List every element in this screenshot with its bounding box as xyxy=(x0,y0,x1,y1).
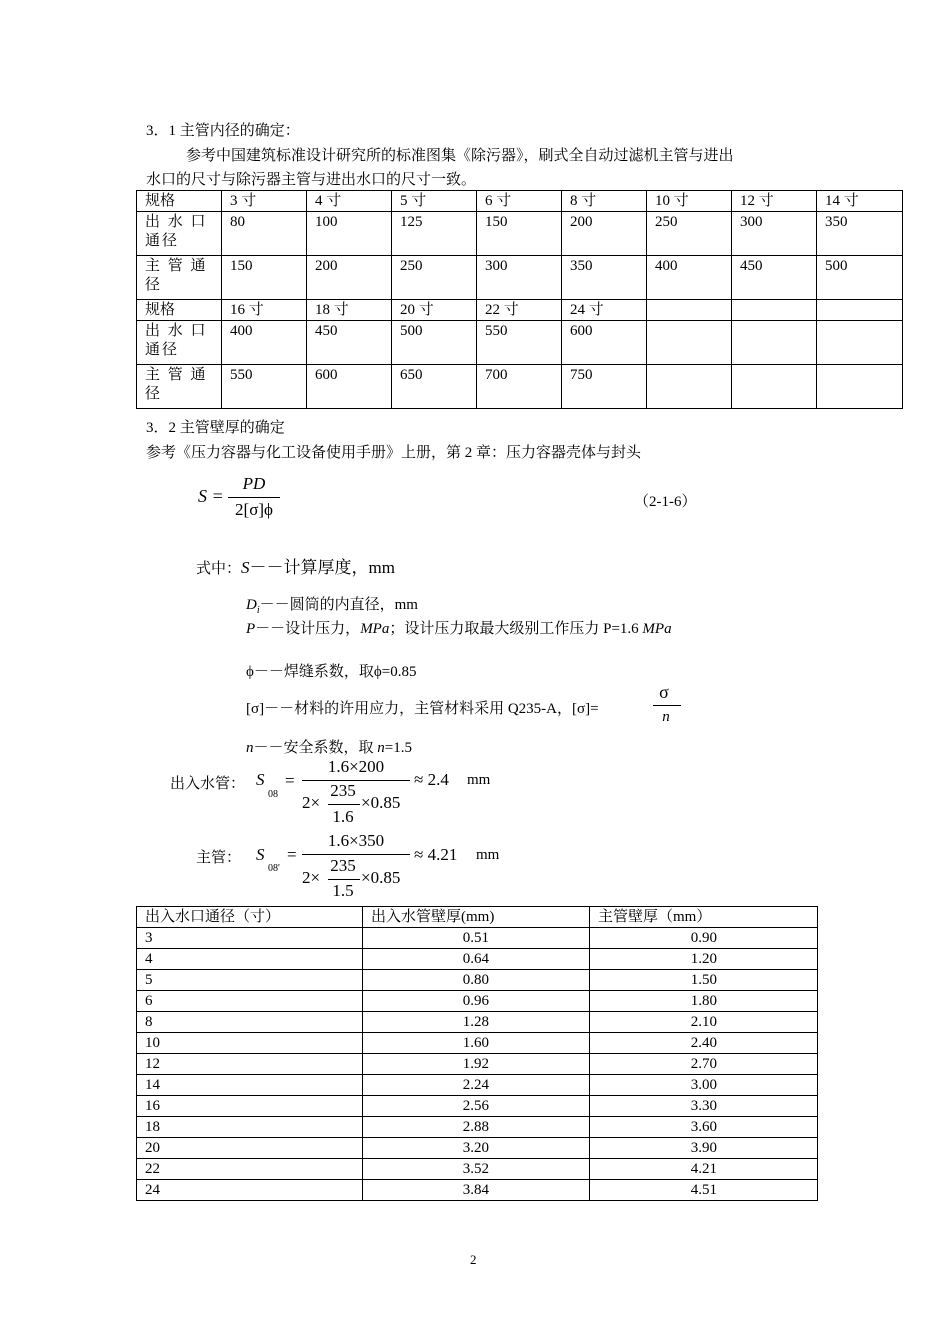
calc-inout-symbol: S xyxy=(256,770,265,789)
page-number: 2 xyxy=(470,1252,477,1267)
calc-main-unit: mm xyxy=(476,847,500,863)
table-cell: 22 xyxy=(137,1159,363,1180)
calc-inout-numerator: 1.6×200 xyxy=(327,757,385,776)
table-row xyxy=(137,1180,818,1201)
table-cell: 18 xyxy=(137,1117,363,1138)
sigma-numerator: σ xyxy=(659,682,669,702)
table-cell: 1.20 xyxy=(590,949,818,970)
table-cell: 500 xyxy=(392,321,477,365)
table-cell: 3.00 xyxy=(590,1075,818,1096)
calc-inout-label: 出入水管： xyxy=(170,776,246,792)
calc-main-numerator: 1.6×350 xyxy=(327,831,385,850)
table-cell: 0.80 xyxy=(363,970,590,991)
table-row xyxy=(137,991,818,1012)
table-cell: 550 xyxy=(222,365,307,409)
table-cell: 450 xyxy=(307,321,392,365)
table-cell: 200 xyxy=(562,212,647,256)
table-cell: 350 xyxy=(817,212,903,256)
table-cell xyxy=(817,365,903,409)
row-label-cell: 规格 xyxy=(137,300,222,321)
table-row xyxy=(137,1096,818,1117)
table-cell xyxy=(647,321,732,365)
def-design-pressure: P－－设计压力，MPa；设计压力取最大级别工作压力 P=1.6 MPa xyxy=(246,621,672,637)
table-cell xyxy=(817,321,903,365)
table-cell xyxy=(732,365,817,409)
table-cell: 1.28 xyxy=(363,1012,590,1033)
table-cell: 650 xyxy=(392,365,477,409)
table-cell: 3.84 xyxy=(363,1180,590,1201)
table-cell: 24 寸 xyxy=(562,300,647,321)
table-cell: 5 xyxy=(137,970,363,991)
table-row xyxy=(137,949,818,970)
section-heading-3-1: 3．1 主管内径的确定： xyxy=(146,123,300,139)
table-cell xyxy=(732,300,817,321)
table-row xyxy=(137,1075,818,1096)
table-cell: 18 寸 xyxy=(307,300,392,321)
table-cell: 8 xyxy=(137,1012,363,1033)
table-cell xyxy=(647,365,732,409)
table-row xyxy=(137,365,903,409)
table-cell: 3.60 xyxy=(590,1117,818,1138)
calc-main-subscript: 08' xyxy=(268,863,280,874)
paragraph-line-2: 水口的尺寸与除污器主管与进出水口的尺寸一致。 xyxy=(146,172,477,188)
table-cell: 3.30 xyxy=(590,1096,818,1117)
table-cell: 4 xyxy=(137,949,363,970)
calc-inout-subscript: 08 xyxy=(268,789,278,800)
row-label-cell: 主 管 通 径 xyxy=(137,256,222,300)
table-cell: 3.20 xyxy=(363,1138,590,1159)
table-cell: 5 寸 xyxy=(392,191,477,212)
table-cell: 750 xyxy=(562,365,647,409)
table-cell: 0.96 xyxy=(363,991,590,1012)
section-heading-3-2: 3．2 主管壁厚的确定 xyxy=(146,420,285,436)
table-cell xyxy=(647,300,732,321)
def-inner-diameter: $D_i--$圆筒的内直径，mm xyxy=(246,597,418,616)
table-cell: 1.92 xyxy=(363,1054,590,1075)
table-cell: 300 xyxy=(732,212,817,256)
table-cell xyxy=(732,321,817,365)
diameter-table xyxy=(136,190,903,409)
table-cell: 150 xyxy=(477,212,562,256)
table-cell: 550 xyxy=(477,321,562,365)
table-cell: 150 xyxy=(222,256,307,300)
table-cell: 16 寸 xyxy=(222,300,307,321)
table-cell: 300 xyxy=(477,256,562,300)
table-cell: 3 xyxy=(137,928,363,949)
table-cell: 450 xyxy=(732,256,817,300)
table-cell: 100 xyxy=(307,212,392,256)
def-weld-coefficient: ϕ－－焊缝系数，取ϕ=0.85 xyxy=(246,664,417,680)
table-cell: 20 xyxy=(137,1138,363,1159)
table-cell: 2.40 xyxy=(590,1033,818,1054)
table-cell: 2.70 xyxy=(590,1054,818,1075)
table-cell xyxy=(817,300,903,321)
formula-numerator: PD xyxy=(242,474,266,493)
row-label-cell: 主 管 通 径 xyxy=(137,365,222,409)
table-cell: 1.60 xyxy=(363,1033,590,1054)
row-label-cell: 出 水 口 通径 xyxy=(137,212,222,256)
table-cell: 10 xyxy=(137,1033,363,1054)
table-cell: 3 寸 xyxy=(222,191,307,212)
table-cell: 16 xyxy=(137,1096,363,1117)
table-row xyxy=(137,1054,818,1075)
table-row xyxy=(137,970,818,991)
table-cell: 125 xyxy=(392,212,477,256)
table-cell: 24 xyxy=(137,1180,363,1201)
table-cell: 80 xyxy=(222,212,307,256)
table-cell: 0.64 xyxy=(363,949,590,970)
table-cell: 0.90 xyxy=(590,928,818,949)
where-label: 式中：S－－计算厚度，mm xyxy=(196,558,395,577)
table-row xyxy=(137,1159,818,1180)
table-row xyxy=(137,1117,818,1138)
table-row xyxy=(137,256,903,300)
table-cell: 3.52 xyxy=(363,1159,590,1180)
table-cell: 1.80 xyxy=(590,991,818,1012)
table-cell: 6 寸 xyxy=(477,191,562,212)
column-header: 主管壁厚（mm） xyxy=(590,907,818,928)
formula-denominator: 2[σ]ϕ xyxy=(235,500,273,519)
table-cell: 22 寸 xyxy=(477,300,562,321)
table-row xyxy=(137,1012,818,1033)
table-cell: 250 xyxy=(392,256,477,300)
table-cell: 400 xyxy=(222,321,307,365)
table-cell: 350 xyxy=(562,256,647,300)
table-cell: 14 xyxy=(137,1075,363,1096)
formula-lhs: S = xyxy=(198,486,224,506)
table-cell: 2.24 xyxy=(363,1075,590,1096)
table-cell: 500 xyxy=(817,256,903,300)
def-allowable-stress: [σ]－－材料的许用应力，主管材料采用 Q235-A，[σ]= xyxy=(246,701,599,717)
table-row xyxy=(137,1138,818,1159)
table-cell: 14 寸 xyxy=(817,191,903,212)
table-cell: 700 xyxy=(477,365,562,409)
equation-number: （2-1-6） xyxy=(634,494,697,510)
table-cell: 8 寸 xyxy=(562,191,647,212)
row-label-cell: 规格 xyxy=(137,191,222,212)
calc-inout-unit: mm xyxy=(467,772,491,788)
table-cell: 6 xyxy=(137,991,363,1012)
table-cell: 12 寸 xyxy=(732,191,817,212)
table-cell: 600 xyxy=(307,365,392,409)
column-header: 出入水口通径（寸） xyxy=(137,907,363,928)
table-cell: 600 xyxy=(562,321,647,365)
table-cell: 4 寸 xyxy=(307,191,392,212)
table-cell: 0.51 xyxy=(363,928,590,949)
table-cell: 250 xyxy=(647,212,732,256)
table-row xyxy=(137,321,903,365)
table-cell: 3.90 xyxy=(590,1138,818,1159)
thickness-table xyxy=(136,906,818,1201)
table-cell: 2.88 xyxy=(363,1117,590,1138)
table-cell: 10 寸 xyxy=(647,191,732,212)
table-row xyxy=(137,191,903,212)
def-safety-factor: n－－安全系数，取 n=1.5 xyxy=(246,740,412,756)
table-cell: 200 xyxy=(307,256,392,300)
column-header: 出入水管壁厚(mm) xyxy=(363,907,590,928)
reference-text: 参考《压力容器与化工设备使用手册》上册，第 2 章：压力容器壳体与封头 xyxy=(146,445,642,461)
table-cell: 20 寸 xyxy=(392,300,477,321)
paragraph-line-1: 参考中国建筑标准设计研究所的标准图集《除污器》，刷式全自动过滤机主管与进出 xyxy=(186,148,734,164)
table-cell: 400 xyxy=(647,256,732,300)
calc-main-result: ≈ 4.21 xyxy=(414,845,458,864)
table-header-row xyxy=(137,907,818,928)
calc-main-label: 主管： xyxy=(196,850,242,866)
sigma-denominator: n xyxy=(662,709,670,725)
table-cell: 4.21 xyxy=(590,1159,818,1180)
table-row xyxy=(137,212,903,256)
table-cell: 1.50 xyxy=(590,970,818,991)
row-label-cell: 出 水 口 通径 xyxy=(137,321,222,365)
calc-main-symbol: S xyxy=(256,845,265,864)
table-cell: 12 xyxy=(137,1054,363,1075)
table-cell: 4.51 xyxy=(590,1180,818,1201)
table-row xyxy=(137,300,903,321)
table-cell: 2.10 xyxy=(590,1012,818,1033)
table-row xyxy=(137,928,818,949)
table-cell: 2.56 xyxy=(363,1096,590,1117)
calc-inout-result: ≈ 2.4 xyxy=(414,770,449,789)
table-row xyxy=(137,1033,818,1054)
